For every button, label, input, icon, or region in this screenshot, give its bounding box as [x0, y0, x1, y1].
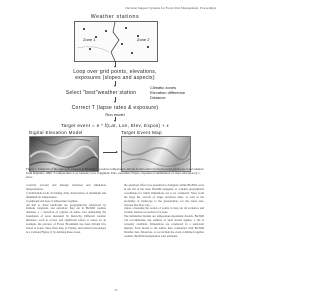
criterion-distance: Distance — [150, 95, 166, 100]
zone-boundary — [111, 22, 119, 61]
paragraph: 2) Adjacent and area of temperature regimes. — [26, 198, 79, 203]
paragraph: The simulation models are temperature-dependent models. BioSIM can accommodate any number of such model applies, a list is currently available. Simulations are conducted in a particular manner. Each model is the author here considered with BioSIM Weather data. Moreover, so we include the event combined together weather, BioSIM interpretation each elements. — [124, 214, 204, 238]
paragraph: the questions effect was presented to designate within BioSIM, were in the list of the sites. BioSIM designate or contains geographical coordinates for which simulations are to be conducted. Next, from the large list, several of larger elevation units, as well as the proximity of landscape to the gereneration, for the latest area. Anyone that may vary ... — [124, 183, 204, 207]
paragraph: correctly account and manage inclusion and simulation interpretations. — [26, 183, 106, 191]
page-number: 45 — [114, 288, 118, 292]
loop-step-line-2: exposures (slopes and aspects) — [75, 75, 155, 81]
zone-1-label: Zone 1 — [83, 37, 96, 42]
right-text-column — [124, 184, 204, 239]
target-event-equation: Target event = e * f(Lat, Lon, Elev, Expos) + ε — [60, 123, 170, 128]
run-model-step: Run model — [105, 111, 125, 117]
criterion-elevation-difference: Elevation difference — [150, 90, 186, 95]
selection-criteria — [150, 85, 185, 100]
dem-terrain-texture — [30, 137, 98, 171]
flow-arrowhead — [114, 101, 116, 103]
station-dot — [121, 43, 123, 45]
paragraph: All that is, these landforms are geographically referenced by latitude, longitude, and elevation; they are in BioSIM weather database 1 = Selection of regions all entire area delineating the boundaries of areas measured by hierarchy. Different weather influence, each is correct and significant before it arises. In an example, the preview of Forest Biosimulin has been divided five vision or zones. Since then, Reg. (1 Frank), and related wave-shapes in a Catalan (Figure 1) by defining these zones. — [26, 202, 106, 234]
figure-caption: Figure 1. Diagram of the approach adopted in BioSIM to produce temperature-driven model output (bottom) at the landscape level adapted from Régnière 1996. T, temperature; Lat, latitude; Lon, longitude; Elev, elevation; Expos, exposure (combination of slope and aspect); ε, error. — [26, 167, 204, 179]
dem-to-map-arrowhead — [116, 151, 118, 153]
station-dot — [105, 30, 107, 32]
weather-stations-title: Weather stations — [90, 14, 140, 20]
zone-2-label: Zone 2 — [137, 37, 150, 42]
criterion-climatic-zones: Climatic zones — [150, 85, 177, 90]
running-header: Decision Support Systems for Forest Pest Management, Proceedings — [125, 6, 216, 10]
tem-label: Target Event Map — [121, 130, 162, 135]
map-contour — [77, 47, 109, 52]
figure-1 — [27, 12, 203, 162]
station-dot — [131, 52, 133, 54]
loop-step-line-1: Loop over grid points, elevations, — [73, 69, 157, 75]
station-dot — [125, 27, 127, 29]
station-dot — [89, 48, 91, 50]
tem-texture — [122, 137, 190, 171]
flow-arrowhead — [114, 120, 116, 122]
select-station-step: Select "best"weather station — [65, 90, 137, 96]
station-dot — [83, 28, 85, 30]
flow-arrowhead — [114, 85, 116, 87]
dem-label: Digital Elevation Model — [29, 130, 83, 135]
left-text-column — [26, 184, 106, 235]
flow-arrowhead — [114, 66, 116, 68]
station-dot — [147, 46, 149, 48]
paragraph: 1) Individuals from circulating daily observations of maximum and minimum air temperatures. — [26, 190, 106, 199]
dem-to-map-arrow — [103, 152, 117, 153]
paragraph: where a meaning the notion of points to map out all scenarios and weather stations as needed to be done. — [124, 206, 204, 215]
correct-temperature-step: Correct T (lapse rates & exposure) — [71, 105, 159, 111]
